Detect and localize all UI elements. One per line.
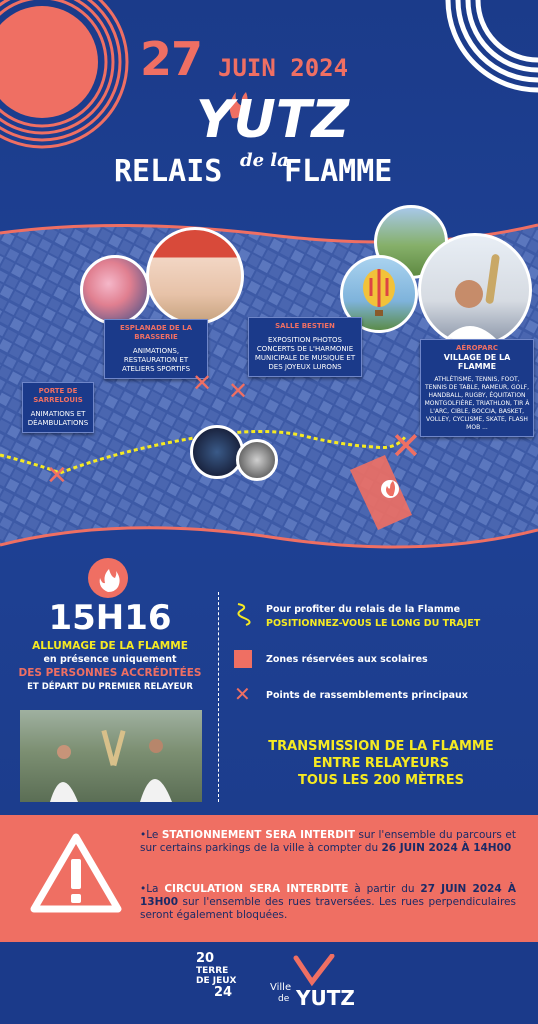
lighting-time: 15H16 — [48, 598, 172, 638]
flamme-word: FLAMME — [284, 154, 393, 189]
lighting-line4: ET DÉPART DU PREMIER RELAYEUR — [27, 682, 193, 692]
gathering-point-legend-icon: ✕ — [234, 682, 251, 706]
warning-text: à partir du — [348, 883, 421, 895]
photo-brass-band — [236, 439, 278, 481]
warning-highlight: CIRCULATION SERA INTERDITE — [164, 883, 349, 895]
warning-text: •La — [140, 883, 165, 895]
transmission-line3: TOUS LES 200 MÈTRES — [297, 773, 465, 788]
lighting-line1: ALLUMAGE DE LA FLAMME — [32, 640, 188, 652]
flame-icon — [88, 558, 128, 598]
transmission-text — [236, 738, 526, 789]
warning-text: sur l'ensemble des rues traversées. Les rues perpendiculaires seront également bloquées. — [140, 896, 516, 921]
location-title: ESPLANADE DE LA BRASSERIE — [119, 324, 193, 341]
lighting-line2: en présence uniquement — [43, 654, 177, 665]
warning-panel — [0, 815, 538, 942]
warning-parking — [140, 829, 516, 855]
gathering-point-icon: ✕ — [192, 369, 213, 397]
relais-word: RELAIS — [114, 154, 223, 189]
terre-de-jeux-logo — [196, 952, 256, 1000]
date-month-year: JUIN 2024 — [218, 54, 349, 82]
legend-route-line2: POSITIONNEZ-VOUS LE LONG DU TRAJET — [266, 618, 481, 629]
route-legend-icon — [234, 602, 254, 626]
lighting-line3: DES PERSONNES ACCRÉDITÉES — [18, 667, 202, 679]
location-title: PORTE DE SARRELOUIS — [33, 387, 83, 404]
location-desc: ANIMATIONS ET DÉAMBULATIONS — [27, 410, 89, 427]
ville-de-yutz-logo — [268, 954, 358, 1016]
yutz-y-icon — [292, 954, 336, 988]
gathering-point-icon: ✕ — [390, 424, 422, 468]
warning-text: •Le — [140, 829, 162, 841]
photo-torch-relay — [20, 710, 202, 802]
footer — [0, 942, 538, 1024]
tdj-terre: TERRE — [196, 966, 229, 976]
location-title: SALLE BESTIEN — [275, 322, 335, 330]
legend-points: Points de rassemblements principaux — [266, 690, 468, 701]
warning-date: 27 JUIN 2024 À 13H00 — [140, 883, 517, 908]
label-aeroparc-village — [420, 339, 534, 437]
torch-person-icon — [421, 236, 529, 344]
school-zone-legend-icon — [234, 650, 252, 668]
location-desc: EXPOSITION PHOTOS CONCERTS DE L'HARMONIE MUNICIPALE DE MUSIQUE ET DES JOYEUX LURONS — [254, 336, 356, 371]
gathering-point-icon: ✕ — [228, 377, 249, 405]
tdj-de-jeux: DE JEUX — [196, 976, 237, 986]
logo-de: de — [278, 994, 290, 1004]
warning-traffic — [140, 883, 516, 922]
location-desc: ANIMATIONS, RESTAURATION ET ATELIERS SPORTIFS — [121, 347, 191, 373]
warning-text: sur l'ensemble du parcours et sur certains parkings de la ville à compter du — [140, 829, 516, 854]
de-la-word: de la — [240, 150, 289, 171]
route-map — [0, 215, 538, 555]
gathering-point-icon: ✕ — [46, 461, 68, 491]
logo-yutz: YUTZ — [296, 986, 355, 1010]
logo-ville: Ville — [270, 982, 292, 993]
transmission-line1: TRANSMISSION DE LA FLAMME — [268, 739, 494, 754]
label-salle-bestien — [248, 317, 362, 377]
legend-route-line1: Pour profiter du relais de la Flamme — [266, 604, 461, 615]
divider — [218, 592, 220, 802]
coral-sun-circle — [0, 6, 98, 118]
location-title-2: VILLAGE DE LA FLAMME — [443, 353, 511, 371]
photo-torch-bearer — [418, 233, 532, 347]
tdj-20: 20 — [196, 951, 215, 966]
photo-concert — [190, 425, 244, 479]
transmission-line2: ENTRE RELAYEURS — [312, 756, 450, 771]
label-porte-sarrelouis — [22, 382, 94, 433]
location-desc: ATHLÉTISME, TENNIS, FOOT, TENNIS DE TABLE, RAMEUR, GOLF, HANDBALL, RUGBY, ÉQUITATION MONTGOLFIÈRE, TRIATHLON, TIR À L'ARC, CIBLE, BOCCIA, BASKET, VOLLEY, CYCLISME, SKATE, FLASH MOB ... — [424, 376, 530, 431]
city-title: YUTZ — [196, 90, 350, 150]
legend-zones: Zones réservées aux scolaires — [266, 654, 428, 665]
date-day: 27 — [140, 32, 203, 86]
photo-children-activity — [80, 255, 150, 325]
warning-highlight: STATIONNEMENT SERA INTERDIT — [161, 829, 355, 841]
warning-date: 26 JUIN 2024 À 14H00 — [381, 842, 512, 854]
tdj-24: 24 — [214, 985, 233, 1000]
photo-gymnastics — [146, 227, 244, 325]
location-title-1: AÉROPARC — [456, 344, 498, 352]
torch-relay-figures — [20, 710, 202, 802]
warning-triangle-icon — [30, 831, 122, 915]
